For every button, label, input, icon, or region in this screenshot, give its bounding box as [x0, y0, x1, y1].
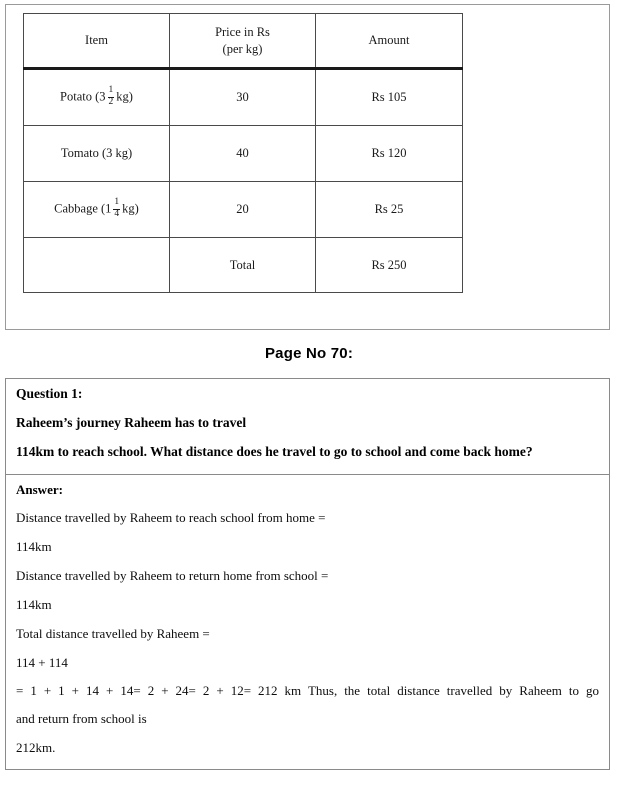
- answer-line: 114km: [16, 538, 52, 554]
- cell-item: [24, 69, 170, 126]
- cell-total-label: Total: [170, 238, 316, 293]
- answer-line: 114 + 114: [16, 654, 68, 670]
- table-header-row: [24, 14, 463, 69]
- item-unit-text: kg): [122, 201, 139, 216]
- price-table: [23, 13, 463, 293]
- fraction-one-half: [108, 86, 115, 107]
- item-unit-text: kg): [116, 89, 133, 104]
- cell-price: 40: [170, 126, 316, 182]
- cell-amount: Rs 25: [316, 182, 463, 238]
- answer-line: and return from school is: [16, 711, 147, 727]
- cell-item: [24, 126, 170, 182]
- item-name-text: Cabbage (1: [54, 201, 112, 216]
- question-label: Question 1:: [16, 386, 83, 401]
- page-title: Page No 70:: [264, 345, 354, 362]
- item-label: [60, 87, 133, 108]
- answer-line: Distance travelled by Raheem to reach school from home =: [16, 509, 326, 525]
- question-block: [6, 379, 609, 475]
- cell-amount: Rs 120: [316, 126, 463, 182]
- cell-total-item: [24, 238, 170, 293]
- cell-total-amount: Rs 250: [316, 238, 463, 293]
- item-name-text: Tomato (3 kg): [60, 146, 133, 160]
- column-header-item: Item: [24, 14, 170, 69]
- table-row: [24, 69, 463, 126]
- answer-line: Distance travelled by Raheem to return home from school =: [16, 567, 329, 583]
- answer-label: Answer:: [16, 481, 63, 497]
- table-row: [24, 126, 463, 182]
- question-text-line-2: 114km to reach school. What distance does he travel to go to school and come back home?: [16, 443, 533, 459]
- column-header-price: [170, 14, 316, 69]
- fraction-denominator: 2: [108, 97, 114, 107]
- item-name-text: Potato (3: [60, 89, 106, 104]
- cell-price: 20: [170, 182, 316, 238]
- table-row: [24, 182, 463, 238]
- table-panel: [5, 4, 610, 330]
- answer-line: Total distance travelled by Raheem =: [16, 625, 210, 641]
- fraction-denominator: 4: [114, 209, 120, 219]
- column-header-price-line1: Price in Rs: [215, 24, 270, 39]
- answer-line: 114km: [16, 596, 52, 612]
- fraction-numerator: 1: [108, 85, 114, 96]
- fraction-numerator: 1: [114, 197, 120, 208]
- question-text-line-1: Raheem’s journey Raheem has to travel: [16, 414, 247, 430]
- answer-line-calculation: = 1 + 1 + 14 + 14= 2 + 24= 2 + 12= 212 km Thus, the total distance travelled by Raheem to go: [16, 683, 599, 699]
- fraction-one-quarter: [113, 198, 120, 219]
- column-header-amount: Amount: [316, 14, 463, 69]
- column-header-price-line2: (per kg): [222, 41, 263, 56]
- item-label: [61, 146, 132, 161]
- question-answer-panel: [5, 378, 610, 770]
- cell-item: [24, 182, 170, 238]
- answer-line: 212km.: [16, 740, 56, 756]
- item-label: [54, 199, 139, 220]
- answer-block: [6, 475, 609, 767]
- cell-amount: Rs 105: [316, 69, 463, 126]
- table-total-row: [24, 238, 463, 293]
- cell-price: 30: [170, 69, 316, 126]
